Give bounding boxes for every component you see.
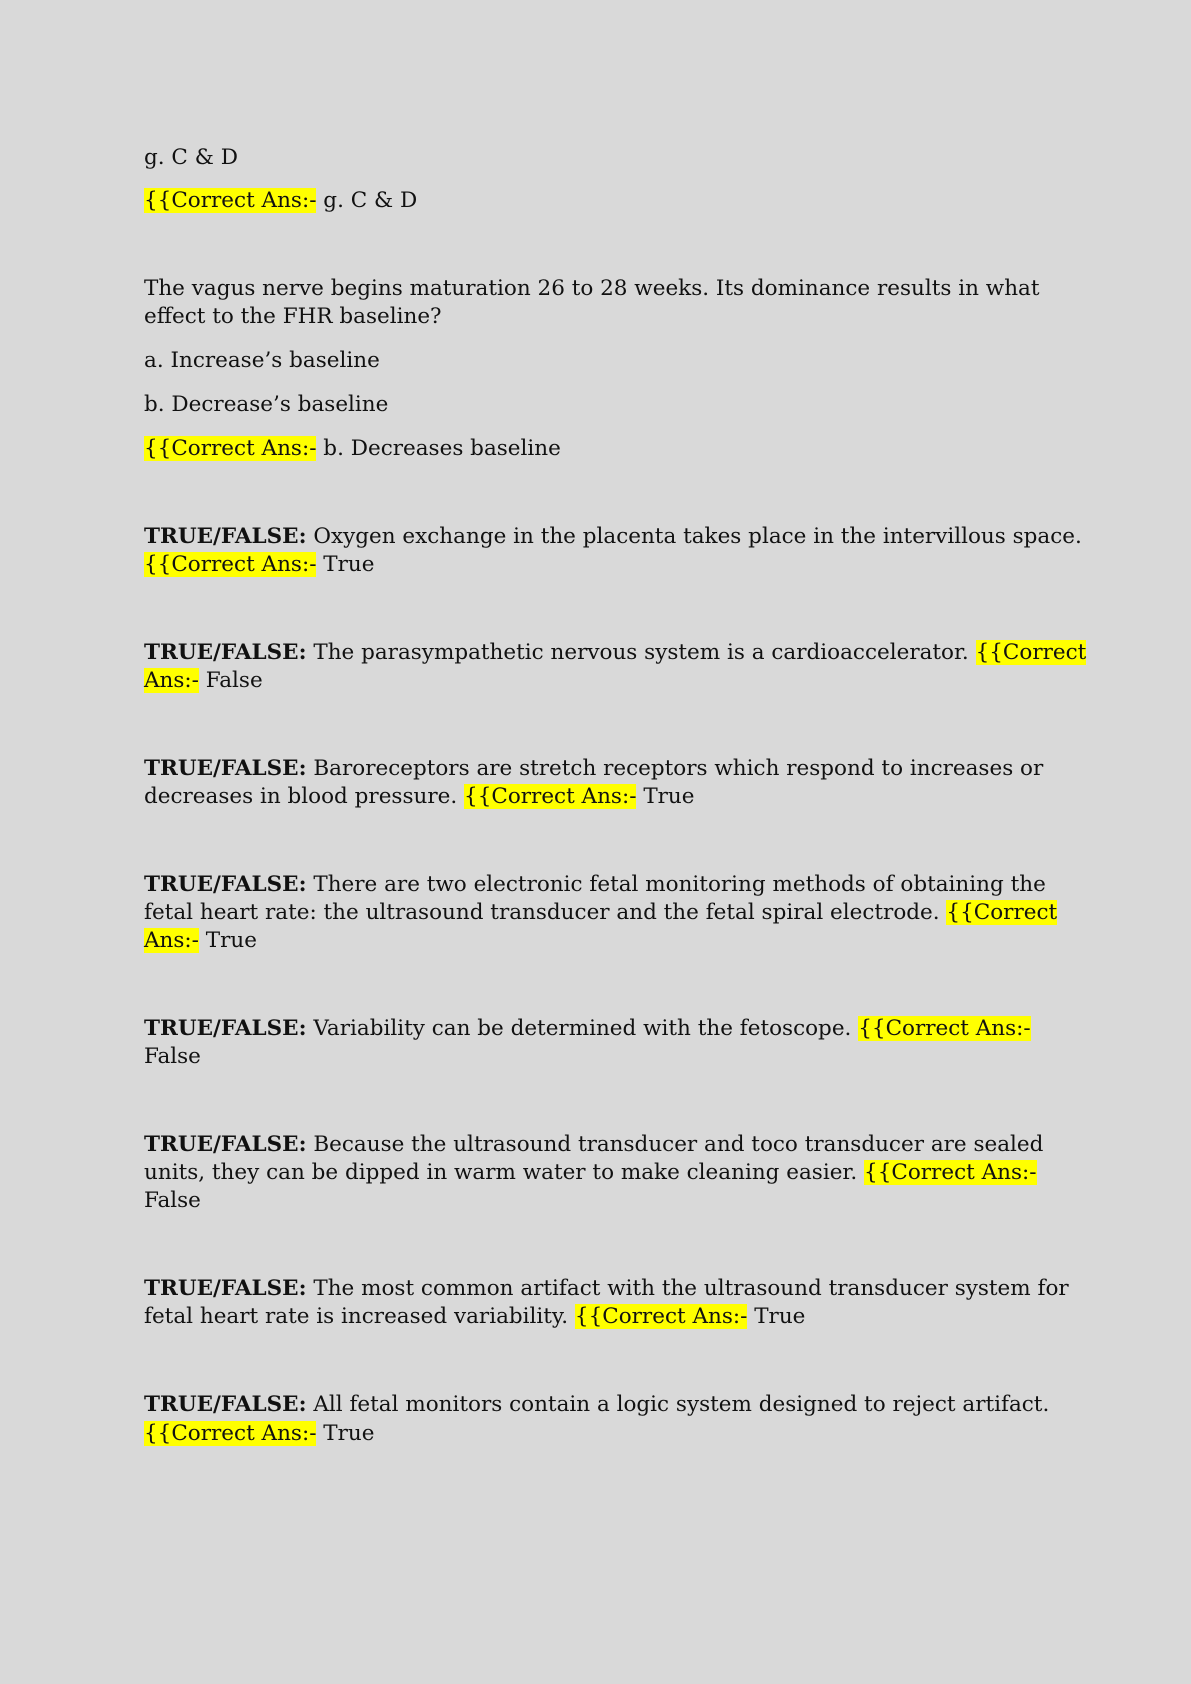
true-false-label: TRUE/FALSE: xyxy=(144,872,307,897)
true-false-label: TRUE/FALSE: xyxy=(144,1392,307,1417)
question-line xyxy=(144,275,1040,303)
question-line xyxy=(144,303,442,331)
true-false-label: TRUE/FALSE: xyxy=(144,1276,307,1301)
answer-line xyxy=(144,927,257,955)
answer-line xyxy=(144,667,263,695)
correct-ans-highlight: Ans:- xyxy=(144,928,199,953)
true-false-label: TRUE/FALSE: xyxy=(144,756,307,781)
question-text: fetal heart rate is increased variability. xyxy=(144,1304,575,1329)
question-text: Because the ultrasound transducer and toco transducer are sealed xyxy=(306,1132,1044,1157)
correct-ans-highlight: {{Correct Ans:- xyxy=(574,1304,748,1329)
option-b xyxy=(144,391,388,419)
question-text: units, they can be dipped in warm water to make cleaning easier. xyxy=(144,1160,865,1185)
correct-ans-highlight: {{Correct Ans:- xyxy=(858,1016,1031,1041)
question-line xyxy=(144,755,1043,783)
question-line xyxy=(144,1159,1037,1187)
correct-ans-highlight: {{Correct Ans:- xyxy=(864,1160,1037,1185)
question-text: effect to the FHR baseline? xyxy=(144,304,442,329)
question-line xyxy=(144,899,1057,927)
question-text: Variability can be determined with the fetoscope. xyxy=(306,1016,859,1041)
question-text: All fetal monitors contain a logic system designed to reject artifact. xyxy=(306,1392,1050,1417)
question-line xyxy=(144,523,1082,551)
true-false-label: TRUE/FALSE: xyxy=(144,524,307,549)
question-line xyxy=(144,1391,1049,1419)
answer-line xyxy=(144,435,561,463)
answer-text: g. C & D xyxy=(316,188,418,213)
answer-text: True xyxy=(316,1421,375,1446)
answer-text: True xyxy=(198,928,257,953)
true-false-label: TRUE/FALSE: xyxy=(144,640,307,665)
true-false-label: TRUE/FALSE: xyxy=(144,1016,307,1041)
option-g xyxy=(144,144,238,172)
answer-text: False xyxy=(144,1188,201,1213)
question-text: There are two electronic fetal monitoring methods of obtaining the xyxy=(306,872,1046,897)
true-false-label: TRUE/FALSE: xyxy=(144,1132,307,1157)
answer-line xyxy=(144,1043,201,1071)
question-text: The vagus nerve begins maturation 26 to 28 weeks. Its dominance results in what xyxy=(144,276,1040,301)
answer-text: False xyxy=(198,668,263,693)
question-text: The parasympathetic nervous system is a cardioaccelerator. xyxy=(306,640,976,665)
question-text: The most common artifact with the ultrasound transducer system for xyxy=(306,1276,1069,1301)
question-line xyxy=(144,1131,1043,1159)
correct-ans-highlight: {{Correct Ans:- xyxy=(464,784,637,809)
answer-text: True xyxy=(636,784,695,809)
answer-text: b. Decreases baseline xyxy=(316,436,561,461)
answer-text: True xyxy=(747,1304,806,1329)
answer-line xyxy=(144,551,375,579)
question-line xyxy=(144,1303,805,1331)
question-line xyxy=(144,1275,1069,1303)
question-line xyxy=(144,1015,1031,1043)
answer-line xyxy=(144,187,417,215)
question-text: Oxygen exchange in the placenta takes place in the intervillous space. xyxy=(306,524,1082,549)
correct-ans-highlight: {{Correct xyxy=(946,900,1058,925)
correct-ans-highlight: {{Correct Ans:- xyxy=(144,188,317,213)
correct-ans-highlight: {{Correct Ans:- xyxy=(144,552,317,577)
answer-line xyxy=(144,1420,375,1448)
correct-ans-highlight: Ans:- xyxy=(144,668,199,693)
question-line xyxy=(144,783,695,811)
correct-ans-highlight: {{Correct xyxy=(975,640,1087,665)
option-a-text: a. Increase’s baseline xyxy=(144,348,380,373)
option-a xyxy=(144,347,380,375)
answer-text: True xyxy=(316,552,375,577)
correct-ans-highlight: {{Correct Ans:- xyxy=(144,1421,317,1446)
question-line xyxy=(144,639,1086,667)
answer-text: False xyxy=(144,1044,201,1069)
correct-ans-highlight: {{Correct Ans:- xyxy=(144,436,317,461)
question-line xyxy=(144,871,1046,899)
answer-line xyxy=(144,1187,201,1215)
question-text: decreases in blood pressure. xyxy=(144,784,465,809)
option-b-text: b. Decrease’s baseline xyxy=(144,392,389,417)
question-text: fetal heart rate: the ultrasound transducer and the fetal spiral electrode. xyxy=(144,900,947,925)
question-text: Baroreceptors are stretch receptors which respond to increases or xyxy=(306,756,1044,781)
option-g-text: g. C & D xyxy=(144,145,238,170)
